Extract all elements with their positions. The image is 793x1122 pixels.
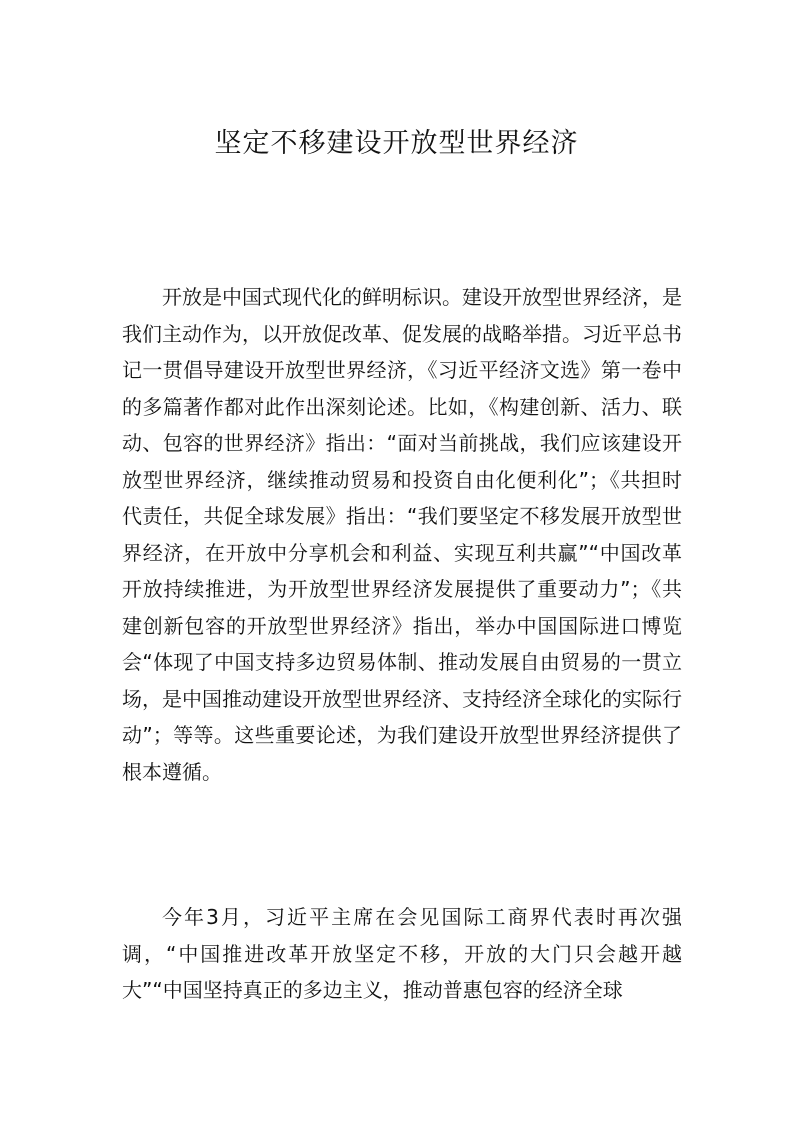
document-title: 坚定不移建设开放型世界经济 xyxy=(214,128,579,159)
paragraph-2: 今年3月，习近平主席在会见国际工商界代表时再次强调，“中国推进改革开放坚定不移，开放的大门只会越开越大”“中国坚持真正的多边主义，推动普惠包容的经济全球 xyxy=(122,905,682,1002)
paragraph-1: 开放是中国式现代化的鲜明标识。建设开放型世界经济，是我们主动作为，以开放促改革、促发展的战略举措。习近平总书记一贯倡导建设开放型世界经济，《习近平经济文选》第一卷中的多篇著作都对此作出深刻论述。比如，《构建创新、活力、联动、包容的世界经济》指出：“面对当前挑战，我们应该建设开放型世界经济，继续推动贸易和投资自由化便利化”；《共担时代责任，共促全球发展》指出：“我们要坚定不移发展开放型世界经济，在开放中分享机会和利益、实现互利共赢”“中国改革开放持续推进，为开放型世界经济发展提供了重要动力”；《共建创新包容的开放型世界经济》指出，举办中国国际进口博览会“体现了中国支持多边贸易体制、推动发展自由贸易的一贯立场，是中国推动建设开放型世界经济、支持经济全球化的实际行动”；等等。这些重要论述，为我们建设开放型世界经济提供了根本遵循。 xyxy=(122,285,682,784)
